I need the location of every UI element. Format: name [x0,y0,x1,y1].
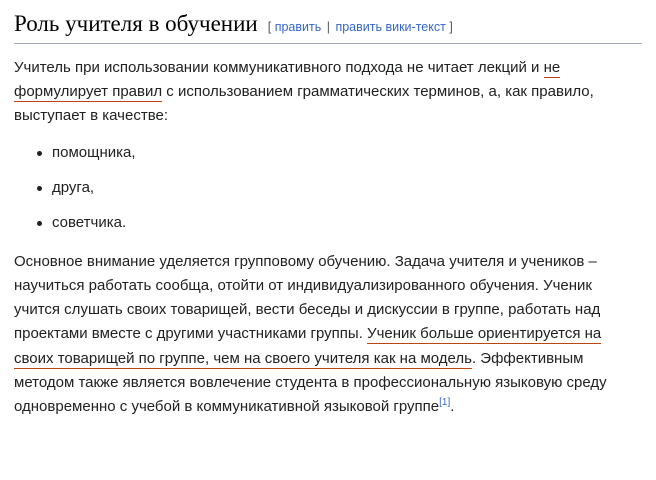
edit-link[interactable]: править [274,20,322,34]
section-heading-row [14,10,642,44]
highlight-no-rules: не формулирует правил [14,58,561,101]
paragraph-group-learning [14,250,642,420]
edit-links-separator: | [326,20,330,34]
section-edit-links [268,20,453,34]
teacher-roles-list [14,141,642,236]
paragraph-teacher-role [14,56,642,129]
list-item: советчика. [52,211,642,235]
paragraph-2-text-a: Основное внимание уделяется групповому обучению. Задача учителя и учеников – научиться работать сообща, отойти от индивидуализированного обучения. Ученик учится слушать своих товарищей, вести беседы и дискуссии в группе, работать над проектами вместе с другими участниками группы. [14,252,601,343]
edit-links-open-bracket: [ [267,20,272,34]
paragraph-2-text-b: . Эффективным методом также является вовлечение студента в профессиональную языковую среду одновременно с учебой в коммуникативной языковой группе [14,349,607,416]
paragraph-2-text-c: . [450,398,455,416]
list-item: помощника, [52,141,642,165]
list-item: друга, [52,176,642,200]
edit-links-close-bracket: ] [449,20,453,34]
paragraph-1-text-b: с использованием грамматических терминов, а, как правило, выступает в качестве: [14,83,594,125]
page-title: Роль учителя в обучении [14,11,258,36]
edit-source-link[interactable]: править вики-текст [335,20,446,34]
reference-marker[interactable] [439,397,450,408]
reference-link[interactable]: [1] [439,397,451,409]
highlight-peer-orientation: Ученик больше ориентируется на своих товарищей по группе, чем на своего учителя как на модель [14,325,602,367]
paragraph-1-text-a: Учитель при использовании коммуникативного подхода не читает лекций и [14,58,544,76]
